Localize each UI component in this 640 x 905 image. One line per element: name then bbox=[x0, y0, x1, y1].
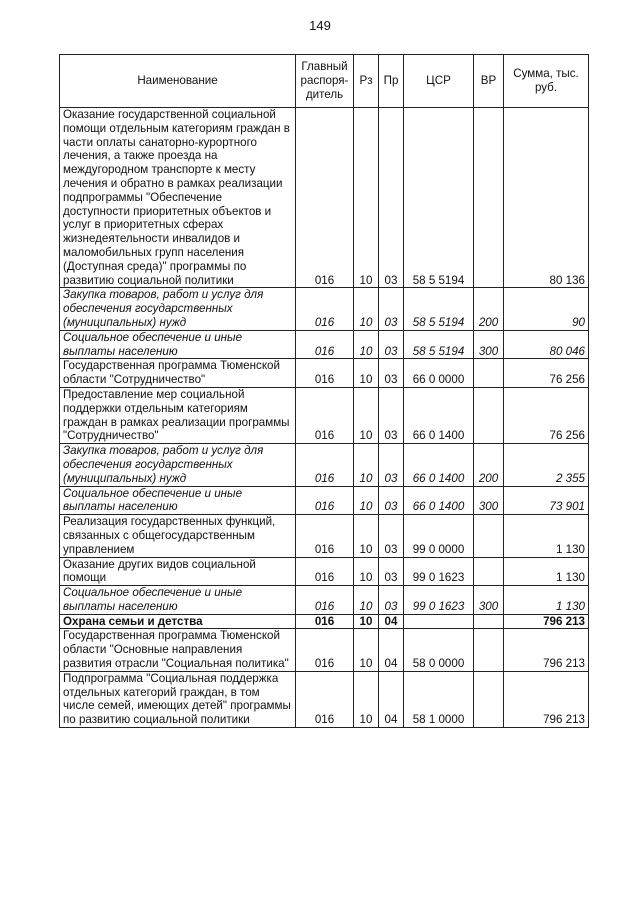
cell-csr: 58 5 5194 bbox=[404, 108, 474, 288]
header-name: Наименование bbox=[60, 55, 296, 108]
cell-rz: 10 bbox=[354, 486, 379, 515]
cell-csr: 58 0 0000 bbox=[404, 629, 474, 671]
cell-rz: 10 bbox=[354, 330, 379, 359]
cell-csr: 99 0 1623 bbox=[404, 557, 474, 586]
header-row bbox=[60, 55, 589, 108]
cell-pr: 03 bbox=[379, 108, 404, 288]
table-row bbox=[60, 515, 589, 557]
cell-sum: 76 256 bbox=[504, 387, 589, 443]
cell-vr: 300 bbox=[474, 330, 504, 359]
cell-admin: 016 bbox=[296, 629, 354, 671]
cell-vr bbox=[474, 614, 504, 629]
cell-rz: 10 bbox=[354, 359, 379, 388]
table-row bbox=[60, 444, 589, 486]
cell-pr: 03 bbox=[379, 515, 404, 557]
cell-admin: 016 bbox=[296, 359, 354, 388]
cell-admin: 016 bbox=[296, 330, 354, 359]
cell-name: Закупка товаров, работ и услуг для обеспечения государственных (муниципальных) нужд bbox=[60, 444, 296, 486]
table-row bbox=[60, 387, 589, 443]
header-sum: Сумма, тыс. руб. bbox=[504, 55, 589, 108]
cell-rz: 10 bbox=[354, 288, 379, 330]
cell-name: Социальное обеспечение и иные выплаты населению bbox=[60, 586, 296, 615]
cell-sum: 76 256 bbox=[504, 359, 589, 388]
cell-pr: 03 bbox=[379, 557, 404, 586]
cell-pr: 03 bbox=[379, 486, 404, 515]
cell-pr: 04 bbox=[379, 614, 404, 629]
cell-admin: 016 bbox=[296, 288, 354, 330]
cell-admin: 016 bbox=[296, 671, 354, 727]
table-body bbox=[60, 108, 589, 728]
cell-rz: 10 bbox=[354, 586, 379, 615]
cell-name: Закупка товаров, работ и услуг для обеспечения государственных (муниципальных) нужд bbox=[60, 288, 296, 330]
cell-rz: 10 bbox=[354, 557, 379, 586]
cell-admin: 016 bbox=[296, 108, 354, 288]
cell-admin: 016 bbox=[296, 387, 354, 443]
cell-sum: 1 130 bbox=[504, 586, 589, 615]
cell-csr: 58 5 5194 bbox=[404, 330, 474, 359]
cell-rz: 10 bbox=[354, 629, 379, 671]
cell-pr: 03 bbox=[379, 288, 404, 330]
cell-csr: 66 0 1400 bbox=[404, 387, 474, 443]
table-row bbox=[60, 108, 589, 288]
cell-csr: 58 5 5194 bbox=[404, 288, 474, 330]
cell-rz: 10 bbox=[354, 444, 379, 486]
cell-csr: 99 0 0000 bbox=[404, 515, 474, 557]
cell-name: Реализация государственных функций, связанных с общегосударственным управлением bbox=[60, 515, 296, 557]
cell-name: Оказание других видов социальной помощи bbox=[60, 557, 296, 586]
header-pr: Пр bbox=[379, 55, 404, 108]
table-row bbox=[60, 614, 589, 629]
cell-csr: 66 0 0000 bbox=[404, 359, 474, 388]
cell-rz: 10 bbox=[354, 614, 379, 629]
cell-sum: 796 213 bbox=[504, 614, 589, 629]
cell-pr: 03 bbox=[379, 444, 404, 486]
cell-name: Предоставление мер социальной поддержки отдельным категориям граждан в рамках реализации программы "Сотрудничество" bbox=[60, 387, 296, 443]
cell-admin: 016 bbox=[296, 444, 354, 486]
cell-vr bbox=[474, 629, 504, 671]
cell-vr: 200 bbox=[474, 444, 504, 486]
cell-sum: 1 130 bbox=[504, 515, 589, 557]
cell-vr bbox=[474, 108, 504, 288]
cell-sum: 90 bbox=[504, 288, 589, 330]
cell-pr: 03 bbox=[379, 387, 404, 443]
cell-vr: 300 bbox=[474, 486, 504, 515]
cell-csr: 99 0 1623 bbox=[404, 586, 474, 615]
cell-admin: 016 bbox=[296, 515, 354, 557]
table-row bbox=[60, 586, 589, 615]
table-row bbox=[60, 359, 589, 388]
cell-vr bbox=[474, 515, 504, 557]
header-vr: ВР bbox=[474, 55, 504, 108]
cell-pr: 04 bbox=[379, 629, 404, 671]
cell-vr: 300 bbox=[474, 586, 504, 615]
table-row bbox=[60, 671, 589, 727]
page-number: 149 bbox=[309, 18, 331, 33]
cell-vr bbox=[474, 557, 504, 586]
cell-sum: 80 136 bbox=[504, 108, 589, 288]
cell-pr: 03 bbox=[379, 586, 404, 615]
header-csr: ЦСР bbox=[404, 55, 474, 108]
cell-rz: 10 bbox=[354, 387, 379, 443]
cell-pr: 04 bbox=[379, 671, 404, 727]
cell-name: Государственная программа Тюменской области "Основные направления развития отрасли "Социальная политика" bbox=[60, 629, 296, 671]
cell-name: Охрана семьи и детства bbox=[60, 614, 296, 629]
cell-sum: 80 046 bbox=[504, 330, 589, 359]
cell-name: Государственная программа Тюменской области "Сотрудничество" bbox=[60, 359, 296, 388]
cell-admin: 016 bbox=[296, 614, 354, 629]
cell-sum: 796 213 bbox=[504, 671, 589, 727]
cell-pr: 03 bbox=[379, 330, 404, 359]
budget-table bbox=[59, 54, 589, 728]
cell-admin: 016 bbox=[296, 557, 354, 586]
table-row bbox=[60, 629, 589, 671]
cell-admin: 016 bbox=[296, 486, 354, 515]
cell-name: Оказание государственной социальной помощи отдельным категориям граждан в части оплаты санаторно-курортного лечения, а также проезда на междугородном транспорте к месту лечения и обратно в рамках реализации подпрограммы "Обеспечение доступности приоритетных объектов и услуг в приоритетных сферах жизнедеятельности инвалидов и маломобильных групп населения (Доступная среда)" программы по развитию социальной политики bbox=[60, 108, 296, 288]
cell-name: Социальное обеспечение и иные выплаты населению bbox=[60, 330, 296, 359]
cell-csr bbox=[404, 614, 474, 629]
cell-admin: 016 bbox=[296, 586, 354, 615]
cell-vr: 200 bbox=[474, 288, 504, 330]
cell-vr bbox=[474, 359, 504, 388]
cell-sum: 796 213 bbox=[504, 629, 589, 671]
table-row bbox=[60, 557, 589, 586]
cell-name: Подпрограмма "Социальная поддержка отдельных категорий граждан, в том числе семей, имеющих детей" программы по развитию социальной политики bbox=[60, 671, 296, 727]
cell-sum: 2 355 bbox=[504, 444, 589, 486]
cell-sum: 73 901 bbox=[504, 486, 589, 515]
cell-rz: 10 bbox=[354, 671, 379, 727]
cell-rz: 10 bbox=[354, 515, 379, 557]
cell-name: Социальное обеспечение и иные выплаты населению bbox=[60, 486, 296, 515]
cell-pr: 03 bbox=[379, 359, 404, 388]
cell-vr bbox=[474, 387, 504, 443]
cell-csr: 66 0 1400 bbox=[404, 486, 474, 515]
cell-sum: 1 130 bbox=[504, 557, 589, 586]
cell-csr: 58 1 0000 bbox=[404, 671, 474, 727]
table-row bbox=[60, 330, 589, 359]
cell-vr bbox=[474, 671, 504, 727]
table-row bbox=[60, 486, 589, 515]
cell-rz: 10 bbox=[354, 108, 379, 288]
cell-csr: 66 0 1400 bbox=[404, 444, 474, 486]
table-row bbox=[60, 288, 589, 330]
header-rz: Рз bbox=[354, 55, 379, 108]
header-admin: Главный распоря-дитель bbox=[296, 55, 354, 108]
